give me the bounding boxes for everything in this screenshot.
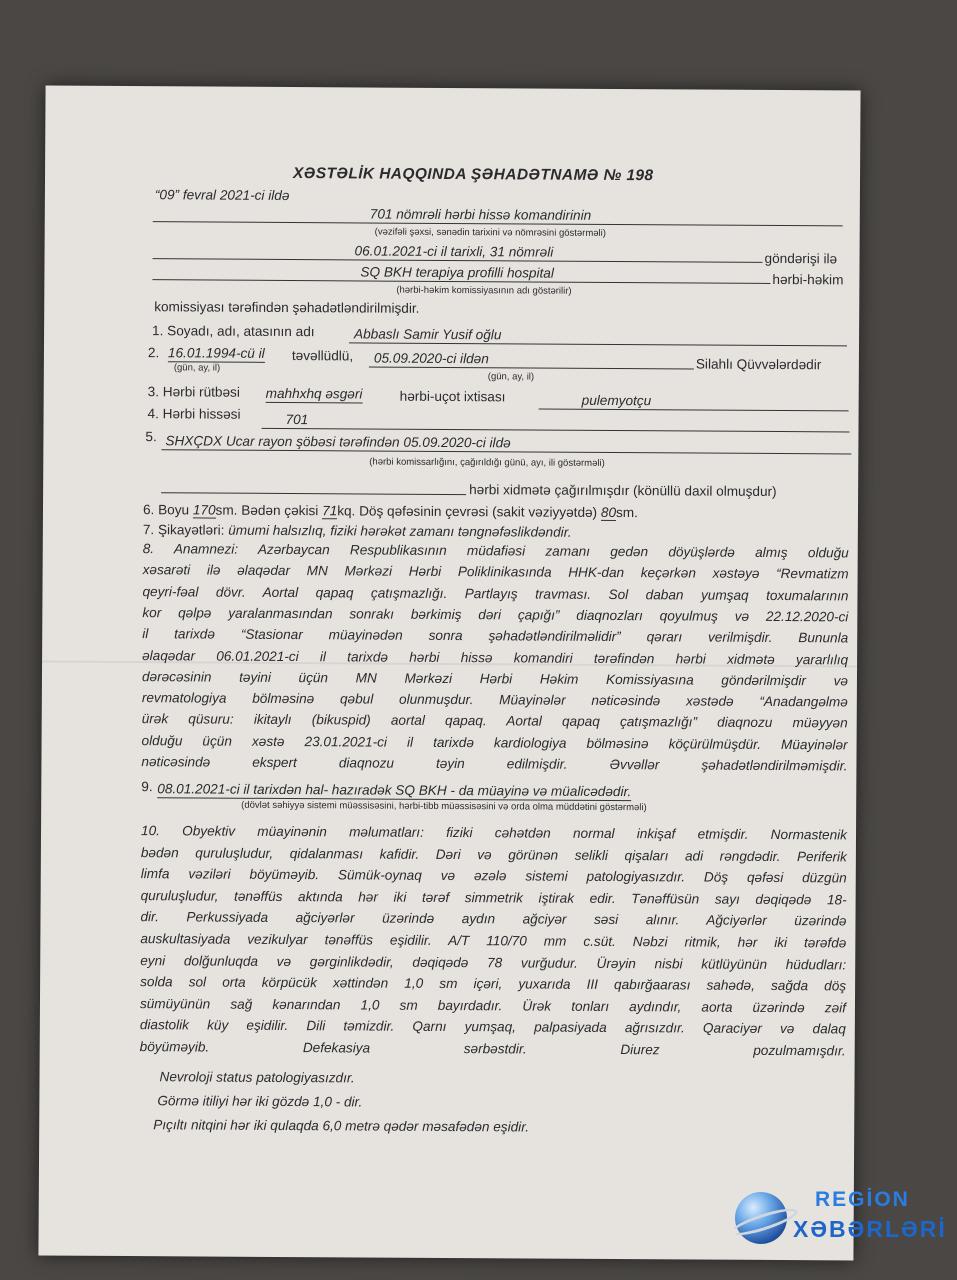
rule-field1 [349,342,847,346]
rule-field3 [539,409,849,412]
anamnez-line: revmatologiya bölməsinə qəbul olunmuşdur. Müayinələr nəticəsində xəstədə “Anadangəlmə [141,690,848,710]
objective-line: auskultasiyada vezikulyar tənəffüs eşidilir. A/T 110/70 mm c.süt. Nəbzi ritmik, hər iki tərəfdə [140,931,847,951]
commander-caption: (vəzifəli şəxsi, sənədin tarixini və nömrəsini göstərməli) [374,226,606,239]
field2-caption2: (gün, ay, il) [487,371,535,383]
field5-value: SHXÇDX Ucar rayon şöbəsi tərəfindən 05.09.2020-ci ildə [165,433,511,451]
objective-line: limfa vəziləri böyüməyib. Sümük-oynaq və əzələ sistemi patologiyasızdır. Döş qəfəsi düzgün [140,866,847,886]
field2-suffix: Silahlı Qüvvələrdədir [695,356,822,373]
field3-mid: hərbi-uçot ixtisası [399,388,506,405]
field2-caption1: (gün, ay, il) [173,362,221,374]
field6-label: 6. Boyu [142,502,190,518]
field2-mid: təvəllüdlü, [291,348,354,364]
field9-num: 9. [141,779,153,795]
field1-label: 1. Soyadı, adı, atasının adı [152,323,315,340]
referral-suffix: göndərişi ilə [764,250,838,267]
field1-value: Abbaslı Samir Yusif oğlu [354,326,502,343]
field6-unit: sm. [615,505,638,521]
rule-field2 [369,367,694,370]
anamnez-line: dərəcəsinin təyini üçün MN Mərkəzi Hərbi Həkim Komissiyasına göndərilmişdir və [141,668,849,689]
objective-line: bədən quruluşludur, qidalanması kafidir. Dəri və görünən selikli qişaları adi rəngdədir. Periferik [140,844,847,865]
field9-value: 08.01.2021-ci il tarixdən hal- hazıradək SQ BKH - da müayinə və müalicədədir. [157,781,632,800]
vision-status: Görmə itiliyi hər iki gözdə 1,0 - dir. [157,1093,363,1110]
objective-line: solda sol orta körpücük xəttindən 1,0 sm içəri, yuxarıda III qabırğaarası sahədə, sağda döş [140,974,847,994]
region-xeberleri-logo [735,1188,945,1252]
rule-field4 [261,428,849,433]
commander-value: 701 nömrəli hərbi hissə komandirinin [369,206,592,223]
anamnez-line: 8. Anamnezi: Azərbaycan Respublikasının müdafiəsi zamanı gedən döyüşlərdə almış olduğu [142,541,849,561]
hospital-caption: (hərbi-həkim komissiyasının adı göstərilir) [396,284,572,297]
objective-line: dir. Perkussiyada ağciyərlər üzərində aydın ağciyər səsi alınır. Ağciyərlər üzərində [140,909,847,929]
field6-weight: 71 [322,503,338,519]
field6-chest-label: kq. Döş qəfəsinin çevrəsi (sakit vəziyyətdə) [337,503,598,520]
objective-line: 10. Obyektiv müayinənin məlumatları: fiziki cəhətdən normal inkişaf etmişdir. Normastenik [140,823,848,843]
field3-spec: pulemyotçu [581,392,652,409]
anamnez-line: xəsarəti ilə əlaqədar MN Mərkəzi Hərbi Poliklinikasında HHK-dan keçərkən xəstəyə “Revmatizm [142,562,849,582]
field6-weight-label: sm. Bədən çəkisi [215,502,319,519]
field5-caption: (hərbi komissarlığını, çağırıldığı günü, ayı, ili göstərməli) [369,456,605,469]
field7-row [143,521,572,541]
neuro-status: Nevroloji status patologiyasızdır. [159,1069,355,1086]
field6-height: 170 [192,502,216,518]
document-title: XƏSTƏLİK HAQQINDA ŞƏHADƏTNAMƏ № 198 [292,165,654,185]
anamnez-line: kor qəlpə yaralanmasından sonrakı bərkimiş dəri çapığı” diaqnozları qoyulmuş və 22.12.2020-ci [142,605,849,625]
field9-caption: (dövlət səhiyyə sistemi müəssisəsini, hərbi-tibb müəssisəsini və orda olma müddətini göstərməli) [241,799,647,814]
field7-value: ümumi halsızlıq, fiziki hərəkət zamanı təngnəfəslikdəndir. [228,522,572,540]
field7-label: 7. Şikayətləri: [142,522,225,538]
hospital-suffix: hərbi-həkim [772,271,844,288]
field5-num: 5. [145,429,157,445]
rule-field5b [161,492,466,495]
field2-service: 05.09.2020-ci ildən [373,350,489,367]
field4-value: 701 [285,411,309,428]
issue-date: “09” fevral 2021-ci ildə [154,187,290,204]
field3-label: 3. Hərbi rütbəsi [147,384,240,400]
referral-value: 06.01.2021-ci il tarixli, 31 nömrəli [354,243,554,260]
anamnez-line: qeyri-fəal dövr. Aortal qapaq çatışmazlığı. Partlayış travması. Sol daban yumşaq toxumalarının [142,583,849,604]
objective-line: sümüyünün sağ kənarından 1,0 sm bayırdadır. Ürək tonları aydındır, aorta üzərində zəif [139,995,847,1016]
field4-label: 4. Hərbi hissəsi [147,406,241,422]
objective-line: eyni dolğunluqda və gərginlikdədir, dəqiqədə 78 vurğudur. Ürəyin nisbi kütlüyünün hüdudları: [140,952,847,973]
anamnez-line: il tarixdə “Stasionar müayinədən sonra şəhadətləndirilməlidir” qərarı verilmişdir. Bununla [142,626,849,646]
anamnez-line: ürək qüsuru: ikitaylı (bikuspid) aortal qapaq. Aortal qapaq çatışmazlığı” diaqnozu müəyyən [141,711,848,731]
field3-rank: mahhxhq əsgəri [265,385,363,402]
field2-num: 2. [147,345,160,361]
certified-line: komissiyası tərəfindən şəhadətləndirilmişdir. [154,299,420,316]
logo-line2: XƏBƏRLƏRİ [793,1216,947,1242]
certificate-paper [38,86,860,1261]
field2-birth: 16.01.1994-cü il [167,345,265,361]
field5-suffix: hərbi xidmətə çağırılmışdır (könüllü daxil olmuşdur) [469,482,777,499]
objective-line: böyüməyib. Defekasiya sərbəstdir. Diurez pozulmamışdır. [139,1039,846,1059]
field6-chest: 80 [600,504,617,521]
anamnez-line: əlaqədar 06.01.2021-ci il tarixdə hərbi hissə komandiri tərəfindən hərbi xidmətə yararlılıq [142,647,849,667]
anamnez-line: olduğu üçün xəstə 23.01.2021-ci il tarixdə kardiologiya bölməsinə köçürülmüşdür. Müayinələr [141,732,848,753]
hospital-value: SQ BKH terapiya profilli hospital [360,264,554,281]
objective-line: diastolik küy eşidilir. Dili təmizdir. Qarnı yumşaq, palpasiyada ağrısızdır. Qaraciyər və dalaq [139,1017,846,1037]
objective-line: quruluşludur, tənəffüs aktında hər iki tərəf simmetrik iştirak edir. Tənəffüsün sayı dəqiqədə 18- [140,887,847,908]
logo-line1: REGİON [815,1188,910,1211]
globe-icon [735,1192,787,1244]
hearing-status: Pıçıltı nitqini hər iki qulaqda 6,0 metrə qədər məsafədən eşidir. [153,1117,530,1135]
anamnez-line: nəticəsində ekspert diaqnozu təyin edilmişdir. Əvvəllər şəhadətləndirilməmişdir. [141,754,848,774]
field6-row [143,501,638,521]
